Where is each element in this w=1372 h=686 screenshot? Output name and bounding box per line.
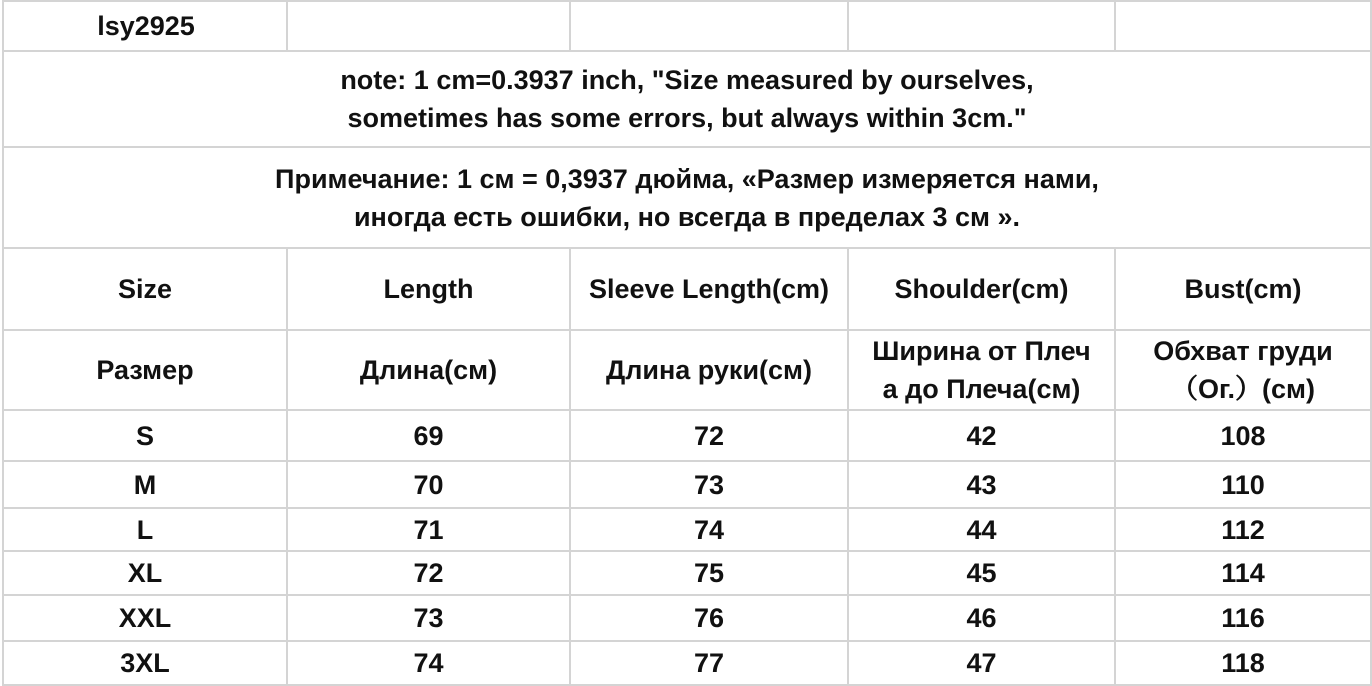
cell-sleeve: 73 (570, 461, 848, 508)
empty-cell (848, 1, 1115, 51)
header-ru-shoulder (848, 330, 1115, 410)
model-row (3, 1, 1371, 51)
cell-sleeve: 77 (570, 641, 848, 685)
cell-bust: 116 (1115, 595, 1371, 641)
cell-length: 71 (287, 508, 570, 551)
table-row (3, 461, 1371, 508)
header-ru-row (3, 330, 1371, 410)
header-sleeve-length: Sleeve Length(cm) (570, 248, 848, 330)
model-cell (3, 1, 287, 51)
cell-shoulder: 45 (848, 551, 1115, 595)
cell-length: 70 (287, 461, 570, 508)
note-en (3, 51, 1371, 147)
note-en-line1: note: 1 cm=0.3937 inch, "Size measured by ourselves, (340, 65, 1034, 95)
note-en-line2: sometimes has some errors, but always within 3cm." (347, 103, 1027, 133)
header-ru-sleeve: Длина руки(см) (570, 330, 848, 410)
header-ru-size: Размер (3, 330, 287, 410)
header-en-row (3, 248, 1371, 330)
cell-bust: 108 (1115, 410, 1371, 461)
note-ru-line1: Примечание: 1 см = 0,3937 дюйма, «Размер измеряется нами, (275, 163, 1099, 194)
header-ru-length: Длина(см) (287, 330, 570, 410)
empty-cell (287, 1, 570, 51)
note-ru (3, 147, 1371, 248)
cell-bust: 110 (1115, 461, 1371, 508)
cell-length: 73 (287, 595, 570, 641)
cell-length: 74 (287, 641, 570, 685)
note-ru-row (3, 147, 1371, 248)
cell-sleeve: 75 (570, 551, 848, 595)
cell-size: 3XL (3, 641, 287, 685)
cell-bust: 112 (1115, 508, 1371, 551)
cell-bust: 114 (1115, 551, 1371, 595)
cell-sleeve: 72 (570, 410, 848, 461)
header-ru-shoulder-line2: а до Плеча(см) (882, 374, 1081, 404)
table-row (3, 595, 1371, 641)
header-ru-shoulder-line1: Ширина от Плеч (872, 336, 1091, 366)
header-bust: Bust(cm) (1115, 248, 1371, 330)
cell-shoulder: 47 (848, 641, 1115, 685)
cell-size: L (3, 508, 287, 551)
header-length: Length (287, 248, 570, 330)
cell-shoulder: 44 (848, 508, 1115, 551)
table-row (3, 551, 1371, 595)
cell-length: 72 (287, 551, 570, 595)
header-ru-bust (1115, 330, 1371, 410)
cell-shoulder: 46 (848, 595, 1115, 641)
table-row (3, 641, 1371, 685)
header-size: Size (3, 248, 287, 330)
header-ru-bust-line2: （Ог.）(см) (1170, 374, 1316, 404)
header-ru-bust-line1: Обхват груди (1153, 336, 1333, 366)
cell-bust: 118 (1115, 641, 1371, 685)
note-en-row (3, 51, 1371, 147)
table-row (3, 508, 1371, 551)
model-code: lsy2925 (97, 11, 195, 41)
cell-sleeve: 76 (570, 595, 848, 641)
note-ru-line2: иногда есть ошибки, но всегда в пределах 3 см ». (353, 201, 1021, 232)
cell-size: XXL (3, 595, 287, 641)
cell-shoulder: 43 (848, 461, 1115, 508)
cell-sleeve: 74 (570, 508, 848, 551)
table-row (3, 410, 1371, 461)
empty-cell (1115, 1, 1371, 51)
cell-size: S (3, 410, 287, 461)
empty-cell (570, 1, 848, 51)
cell-size: M (3, 461, 287, 508)
cell-size: XL (3, 551, 287, 595)
cell-length: 69 (287, 410, 570, 461)
header-shoulder: Shoulder(cm) (848, 248, 1115, 330)
size-chart-table (2, 0, 1372, 686)
cell-shoulder: 42 (848, 410, 1115, 461)
